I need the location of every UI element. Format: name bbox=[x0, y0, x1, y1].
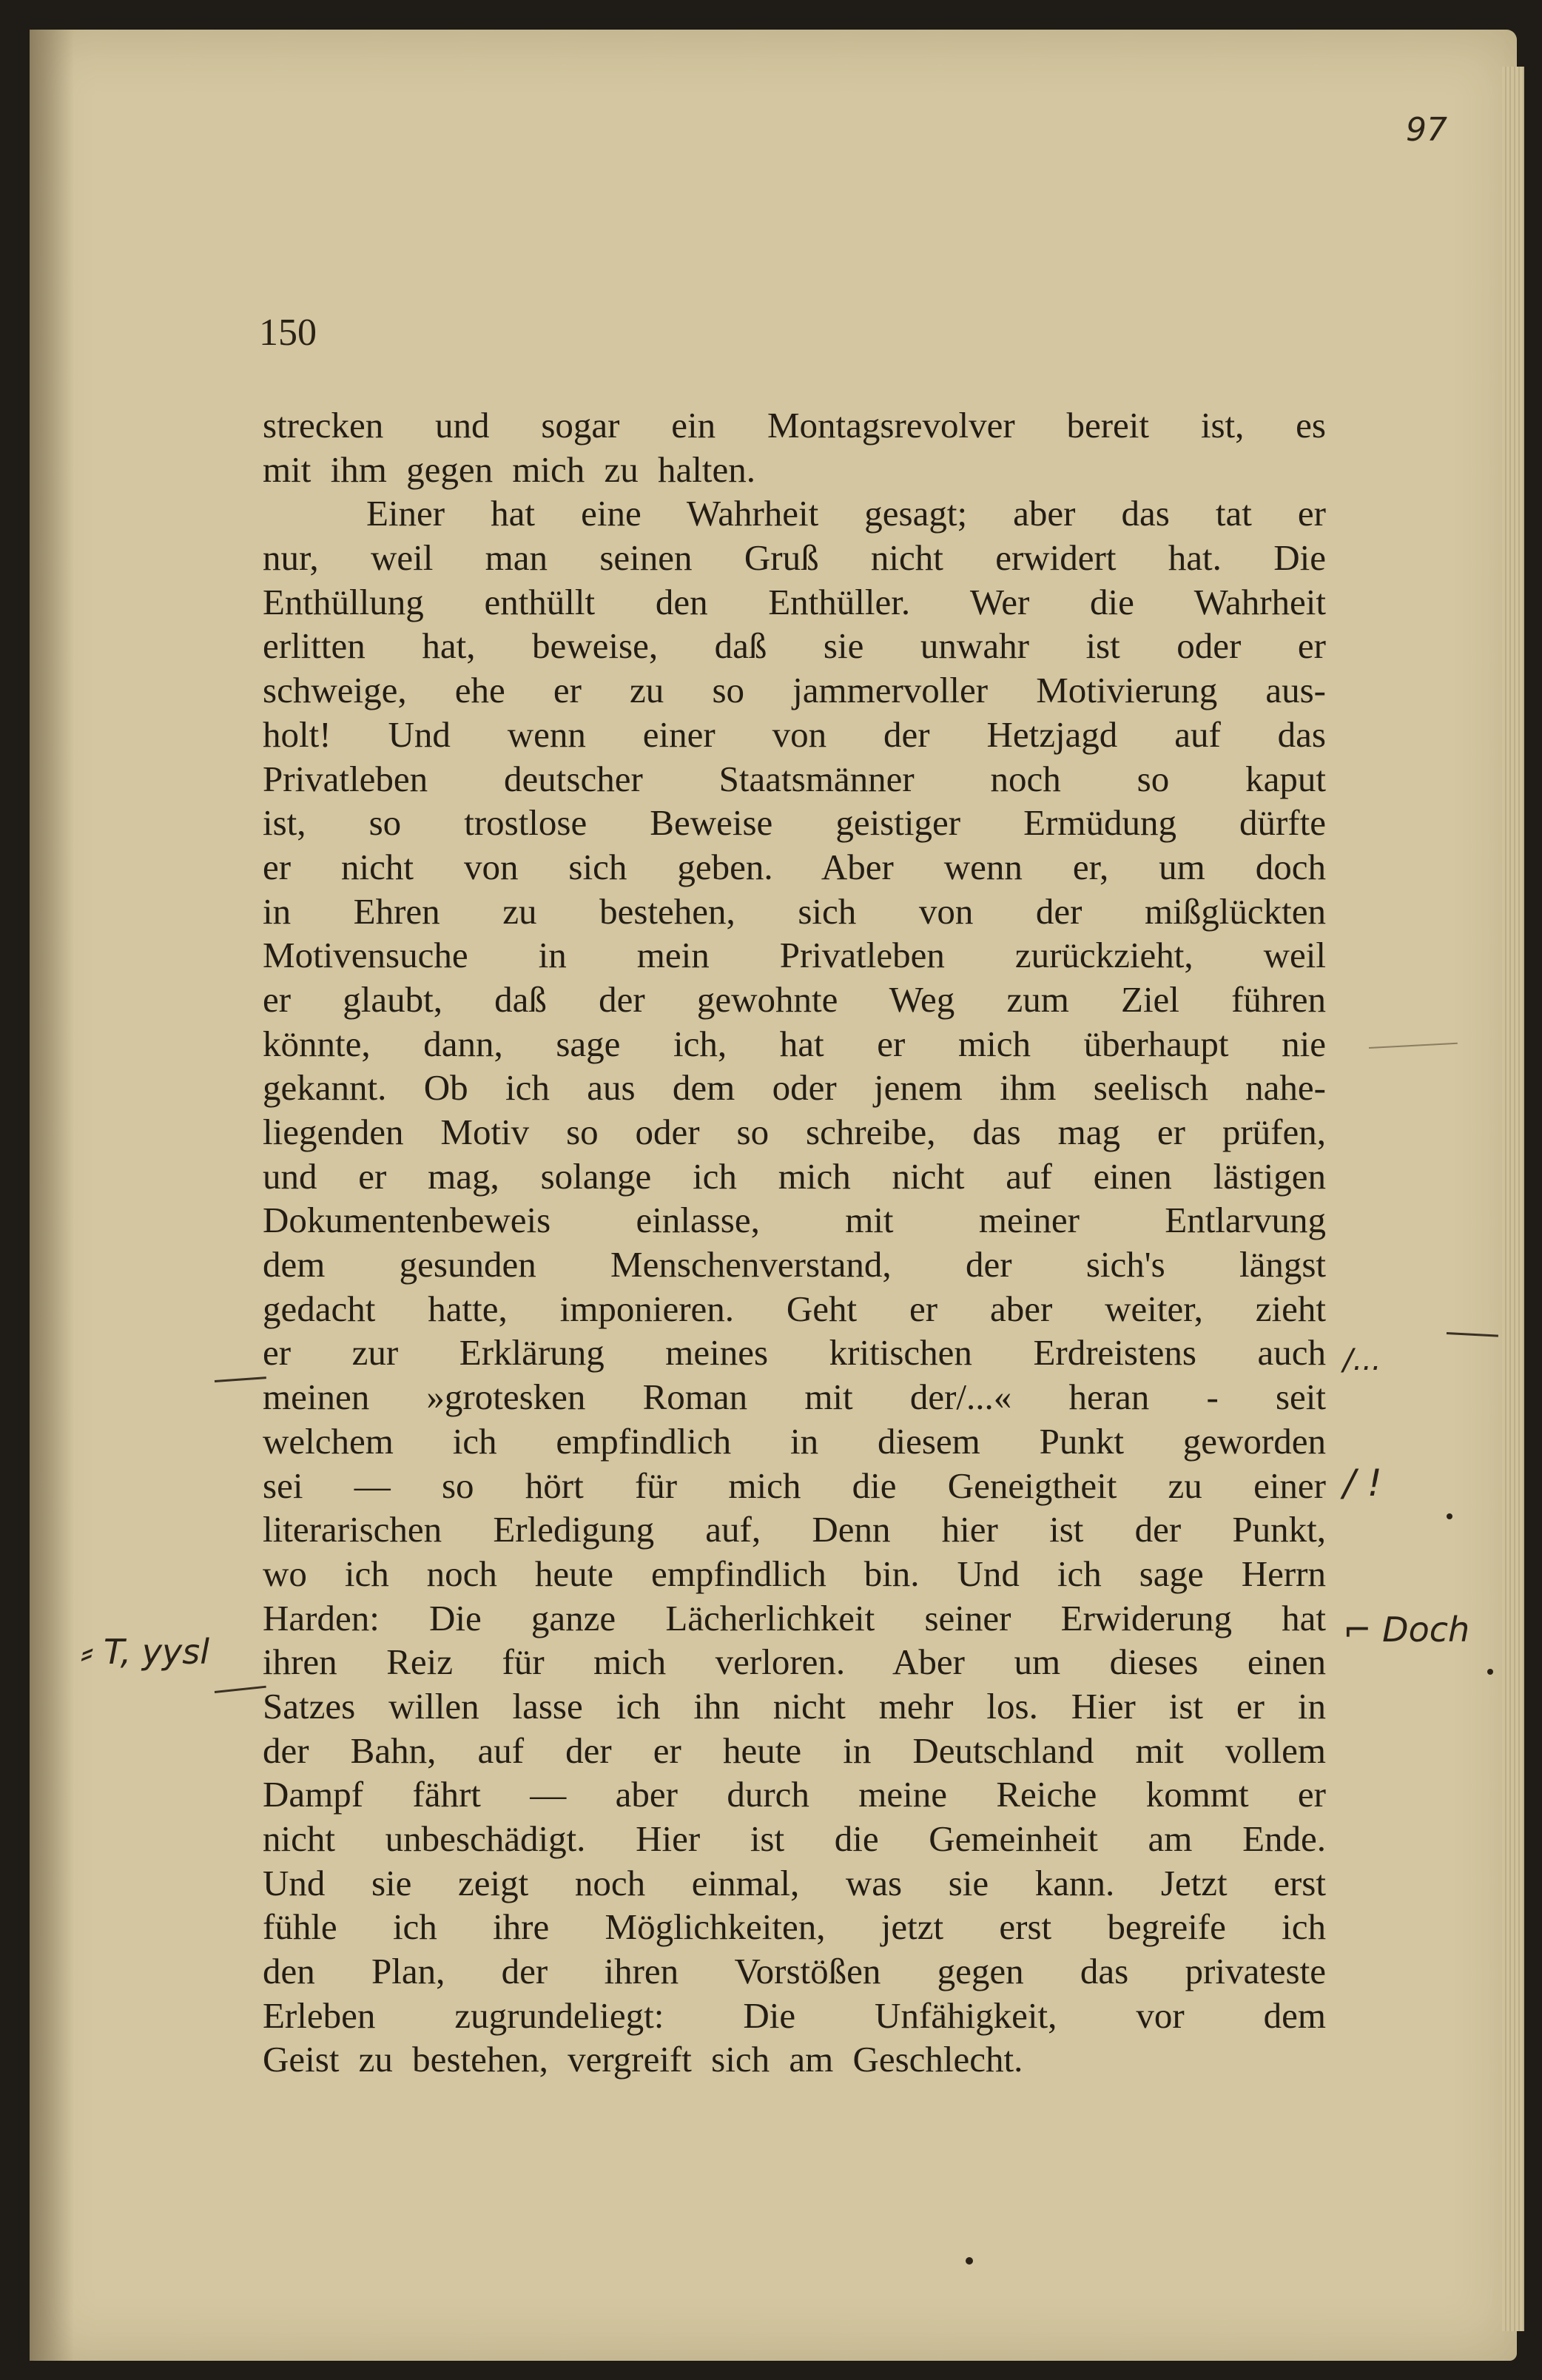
text-line: gedacht hatte, imponieren. Geht er aber weiter, zieht bbox=[263, 1288, 1326, 1329]
text-line: er glaubt, daß der gewohnte Weg zum Ziel führen bbox=[263, 978, 1326, 1020]
handwritten-left-margin-note: ⸗ T, yysl bbox=[81, 1632, 210, 1672]
text-line: ist, so trostlose Beweise geistiger Ermüdung dürfte bbox=[263, 802, 1326, 844]
text-line: Enthüllung enthüllt den Enthüller. Wer die Wahrheit bbox=[263, 581, 1326, 622]
text-line: und er mag, solange ich mich nicht auf einen lästigen bbox=[263, 1155, 1326, 1197]
text-line: könnte, dann, sage ich, hat er mich überhaupt nie bbox=[263, 1023, 1326, 1064]
text-line: mit ihm gegen mich zu halten. bbox=[263, 448, 756, 490]
text-line: er zur Erklärung meines kritischen Erdreistens auch bbox=[263, 1332, 1326, 1374]
text-line: liegenden Motiv so oder so schreibe, das mag er prüfen, bbox=[263, 1112, 1326, 1152]
text-line: Dokumentenbeweis einlasse, mit meiner Entlarvung bbox=[263, 1200, 1326, 1241]
text-line: Geist zu bestehen, vergreift sich am Geschlecht. bbox=[263, 2039, 1023, 2080]
text-line: strecken und sogar ein Montagsrevolver bereit ist, es bbox=[263, 405, 1326, 446]
text-line: Und sie zeigt noch einmal, was sie kann. Jetzt erst bbox=[263, 1862, 1326, 1903]
text-line: nicht unbeschädigt. Hier ist die Gemeinheit am Ende. bbox=[263, 1818, 1326, 1859]
page-gutter-shadow bbox=[30, 30, 74, 2361]
text-line: der Bahn, auf der er heute in Deutschland mit vollem bbox=[263, 1729, 1326, 1771]
text-line: welchem ich empfindlich in diesem Punkt geworden bbox=[263, 1420, 1326, 1462]
handwritten-archive-number: 97 bbox=[1406, 111, 1447, 149]
text-line: Erleben zugrundeliegt: Die Unfähigkeit, vor dem bbox=[263, 1994, 1326, 2036]
handwritten-bar-marks: / ! bbox=[1343, 1462, 1382, 1505]
ink-dot bbox=[1487, 1669, 1493, 1675]
page-number: 150 bbox=[259, 312, 317, 354]
text-line: holt! Und wenn einer von der Hetzjagd auf das bbox=[263, 713, 1326, 755]
body-text bbox=[263, 403, 1326, 2082]
text-line: Dampf fährt — aber durch meine Reiche kommt er bbox=[263, 1774, 1326, 1815]
text-line: dem gesunden Menschenverstand, der sich's längst bbox=[263, 1244, 1326, 1285]
text-line: gekannt. Ob ich aus dem oder jenem ihm seelisch nahe- bbox=[263, 1067, 1326, 1109]
text-line: ihren Reiz für mich verloren. Aber um dieses einen bbox=[263, 1641, 1326, 1683]
text-line: in Ehren zu bestehen, sich von der mißglückten bbox=[263, 890, 1326, 932]
text-line: er nicht von sich geben. Aber wenn er, um doch bbox=[263, 846, 1326, 887]
text-line: wo ich noch heute empfindlich bin. Und ich sage Herrn bbox=[263, 1553, 1326, 1594]
printed-dot bbox=[966, 2257, 973, 2265]
text-line: literarischen Erledigung auf, Denn hier ist der Punkt, bbox=[263, 1509, 1326, 1550]
text-line: fühle ich ihre Möglichkeiten, jetzt erst begreife ich bbox=[263, 1906, 1326, 1948]
text-line: den Plan, der ihren Vorstößen gegen das privateste bbox=[263, 1951, 1326, 1992]
text-line: Motivensuche in mein Privatleben zurückzieht, weil bbox=[263, 935, 1326, 976]
ink-dot bbox=[1447, 1513, 1452, 1519]
text-line: Einer hat eine Wahrheit gesagt; aber das tat er bbox=[366, 493, 1326, 534]
text-line: nur, weil man seinen Gruß nicht erwidert hat. Die bbox=[263, 537, 1326, 579]
text-line: erlitten hat, beweise, daß sie unwahr ist oder er bbox=[263, 625, 1326, 667]
page-edge-stack bbox=[1502, 67, 1524, 2331]
text-line: schweige, ehe er zu so jammervoller Motivierung aus- bbox=[263, 670, 1326, 711]
text-line: Harden: Die ganze Lächerlichkeit seiner Erwiderung hat bbox=[263, 1597, 1326, 1638]
text-line: Satzes willen lasse ich ihn nicht mehr los. Hier ist er in bbox=[263, 1685, 1326, 1727]
text-line: sei — so hört für mich die Geneigtheit zu einer bbox=[263, 1465, 1326, 1506]
handwritten-ellipsis-mark: /... bbox=[1343, 1343, 1381, 1377]
handwritten-doch-note: ⌐ Doch bbox=[1343, 1610, 1470, 1650]
text-line: meinen »grotesken Roman mit der/...« heran - seit bbox=[263, 1376, 1326, 1418]
text-line: Privatleben deutscher Staatsmänner noch so kaput bbox=[263, 758, 1326, 799]
